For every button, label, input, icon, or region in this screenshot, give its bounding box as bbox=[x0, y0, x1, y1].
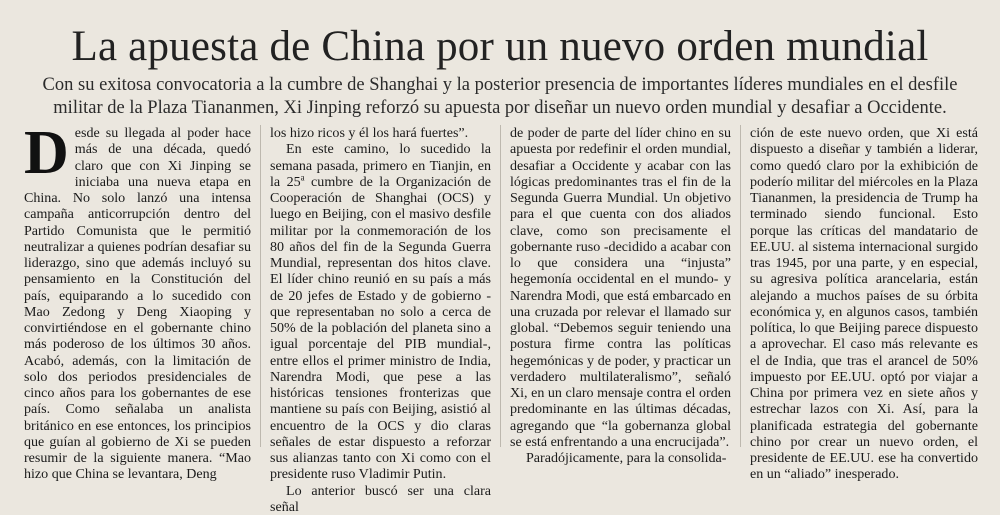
column-4 bbox=[740, 125, 980, 447]
subheadline: Con su exitosa convocatoria a la cumbre de Shanghai y la posterior presencia de importantes líderes mundiales en el desfile militar de la Plaza Tiananmen, Xi Jinping reforzó su apuesta por diseñar un nuevo orden mundial y desafiar a Occidente. bbox=[18, 74, 982, 120]
column-3 bbox=[500, 125, 740, 447]
column-2 bbox=[260, 125, 500, 447]
ordinal-superscript: a bbox=[301, 172, 305, 182]
article-body bbox=[20, 125, 980, 447]
paragraph: de poder de parte del líder chino en su apuesta por redefinir el orden mundial, desafiar a Occidente y acabar con las lógicas predominantes tras el fin de la Segunda Guerra Mundial. Un objetivo para el que cuenta con dos aliados clave, como son precisamente el gobernante ruso -decidido a acabar con lo que considera una “injusta” hegemonía occidental en el mundo- y Narendra Modi, que está embarcado en una cruzada por relevar el llamado sur global. “Debemos seguir teniendo una postura firme contra las políticas hegemónicas y de poder, y practicar un verdadero multilateralismo”, señaló Xi, en un claro mensaje contra el orden predominante en las últimas décadas, agregando que “la gobernanza global se está enfrentando a una encrucijada”. bbox=[510, 125, 731, 450]
paragraph-text: En este camino, lo sucedido la semana pasada, primero en Tianjin, en la 25 bbox=[270, 141, 491, 190]
paragraph bbox=[270, 141, 491, 482]
paragraph: ción de este nuevo orden, que Xi está dispuesto a diseñar y también a liderar, como quedó claro por la exhibición de poderío militar del miércoles en la Plaza Tiananmen, la presidencia de Trump ha terminado siendo funcional. Esto porque las críticas del mandatario de EE.UU. al sistema internacional surgido tras 1945, por una parte, y en especial, su agresiva política arancelaria, están alejando a muchos países de su órbita económica y, en algunos casos, también política, lo que Beijing parece dispuesto a aprovechar. El caso más relevante es el de India, que tras el arancel de 50% impuesto por EE.UU. optó por viajar a China por primera vez en siete años y estrechar lazos con Xi. Así, para la planificada estrategia del gobernante chino por crear un nuevo orden, el presidente de EE.UU. ese ha convertido en un “aliado” inesperado. bbox=[750, 125, 978, 483]
column-1 bbox=[20, 125, 260, 447]
paragraph: Lo anterior buscó ser una clara señal bbox=[270, 483, 491, 515]
paragraph: esde su llegada al poder hace más de una década, quedó claro que con Xi Jinping se iniciaba una nueva etapa en China. No solo lanzó una intensa campaña anticorrupción dentro del Partido Comunista que le permitió neutralizar a quienes podrían desafiar su liderazgo, sino que además incluyó su pensamiento en la Constitución del país, equiparando a lo sucedido con Mao Zedong y Deng Xiaoping y convirtiéndose en el gobernante chino más poderoso de los últimos 30 años. Acabó, además, con la limitación de solo dos periodos presidenciales de cinco años para los gobernantes de ese país. Como señalaba un analista británico en ese entonces, los principios que guían al gobierno de Xi se pueden resumir de la siguiente manera. “Mao hizo que China se levantara, Deng bbox=[24, 125, 251, 483]
paragraph: Paradójicamente, para la consolida- bbox=[510, 450, 731, 466]
paragraph: los hizo ricos y él los hará fuertes”. bbox=[270, 125, 491, 141]
paragraph-text: cumbre de la Organización de Cooperación de Shanghai (OCS) y luego en Beijing, con el masivo desfile militar por la conmemoración de los 80 años del fin de la Segunda Guerra Mundial, representan dos hitos clave. El líder chino reunió en su país a más de 20 jefes de Estado y de gobierno -que representaban no solo a cerca de 50% de la población del planeta sino a igual porcentaje del PIB mundial-, entre ellos el primer ministro de India, Narendra Modi, que pese a las históricas tensiones fronterizas que mantiene su país con Beijing, asistió al encuentro de la OCS y dio claras señales de estar dispuesto a reforzar sus alianzas tanto con Xi como con el presidente ruso Vladimir Putin. bbox=[270, 174, 491, 483]
drop-cap: D bbox=[24, 127, 69, 179]
headline: La apuesta de China por un nuevo orden mundial bbox=[0, 22, 1000, 72]
